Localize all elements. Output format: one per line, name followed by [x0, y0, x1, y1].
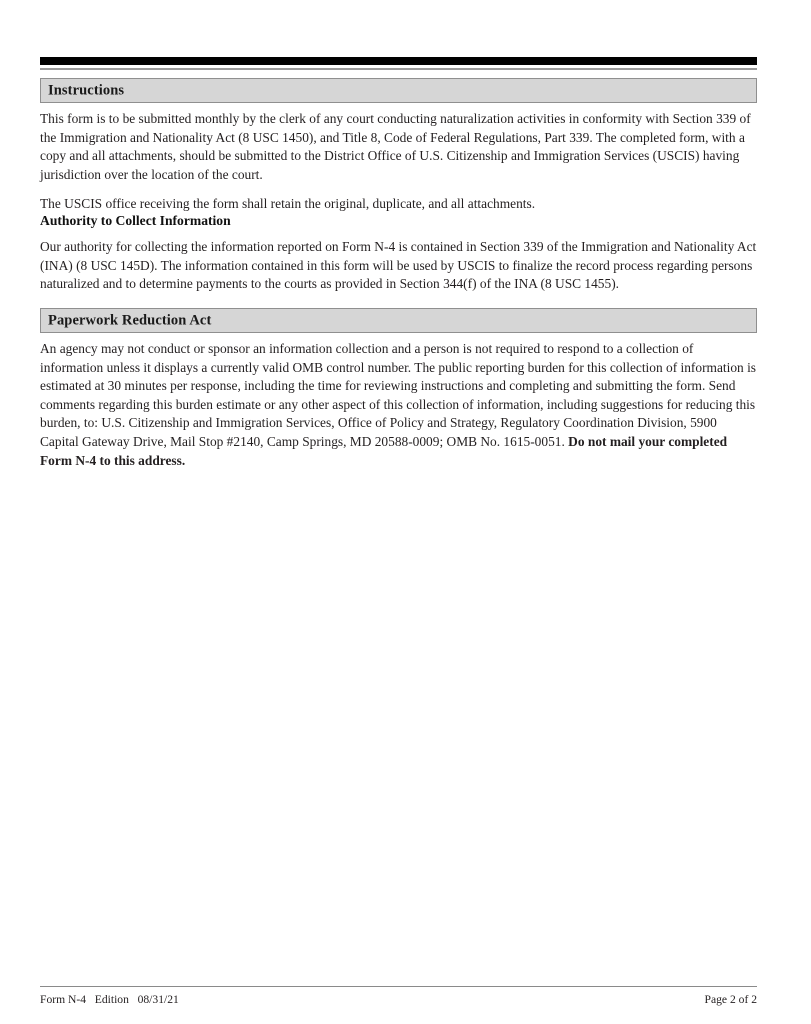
paperwork-paragraph-lead: An agency may not conduct or sponsor an information collection and a person is not required to respond to a collection of information unless it displays a currently valid OMB control number. The public reporting burden for this collection of information is estimated at 30 minutes per response, including the time for reviewing instructions and completing and submitting the form. Send comments regarding this burden estimate or any other aspect of this collection of information, including suggestions for reducing this burden, to: U.S. Citizenship and Immigration Services, Office of Policy and Strategy, Regulatory Coordination Division, 5900 Capital Gateway Drive, Mail Stop #2140, Camp Springs, MD 20588-0009; OMB No. 1615-0051. [40, 341, 757, 449]
instructions-paragraph-1: This form is to be submitted monthly by the clerk of any court conducting naturalization activities in conformity with Section 339 of the Immigration and Nationality Act (8 USC 1450), and Title 8, Code of Federal Regulations, Part 339. The completed form, with a copy and all attachments, should be submitted to the District Office of U.S. Citizenship and Immigration Services (USCIS) having jurisdiction over the location of the court. [40, 111, 751, 182]
footer-rule [40, 986, 757, 987]
page-footer [40, 993, 757, 1009]
authority-paragraph-1: Our authority for collecting the information reported on Form N-4 is contained in Section 339 of the Immigration and Nationality Act (INA) (8 USC 145D). The information contained in this form will be used by USCIS to finalize the record process regarding persons naturalized and to determine payments to the courts as provided in Section 344(f) of the INA (8 USC 1455). [40, 239, 757, 292]
section-header-instructions-label: Instructions [48, 82, 125, 98]
authority-heading-wrap [40, 213, 757, 229]
top-gray-rule [40, 68, 757, 70]
instructions-paragraph-2: The USCIS office receiving the form shall retain the original, duplicate, and all attachments. [40, 196, 536, 212]
section-header-instructions [40, 78, 757, 103]
footer-page-number: Page 2 of 2 [704, 993, 757, 1006]
top-black-rule [40, 57, 757, 65]
footer-form-edition: Form N-4 Edition 08/31/21 [40, 993, 179, 1006]
instructions-body [40, 110, 757, 214]
paperwork-paragraph [40, 340, 757, 470]
paperwork-reduction-act-body [40, 340, 757, 470]
authority-body [40, 238, 757, 294]
section-header-paperwork-reduction-act [40, 308, 757, 333]
authority-heading: Authority to Collect Information [40, 213, 231, 228]
paperwork-paragraph-bold-notice: Do not mail your completed Form N-4 to this address. [40, 433, 728, 468]
section-header-paperwork-reduction-act-label: Paperwork Reduction Act [48, 312, 212, 328]
